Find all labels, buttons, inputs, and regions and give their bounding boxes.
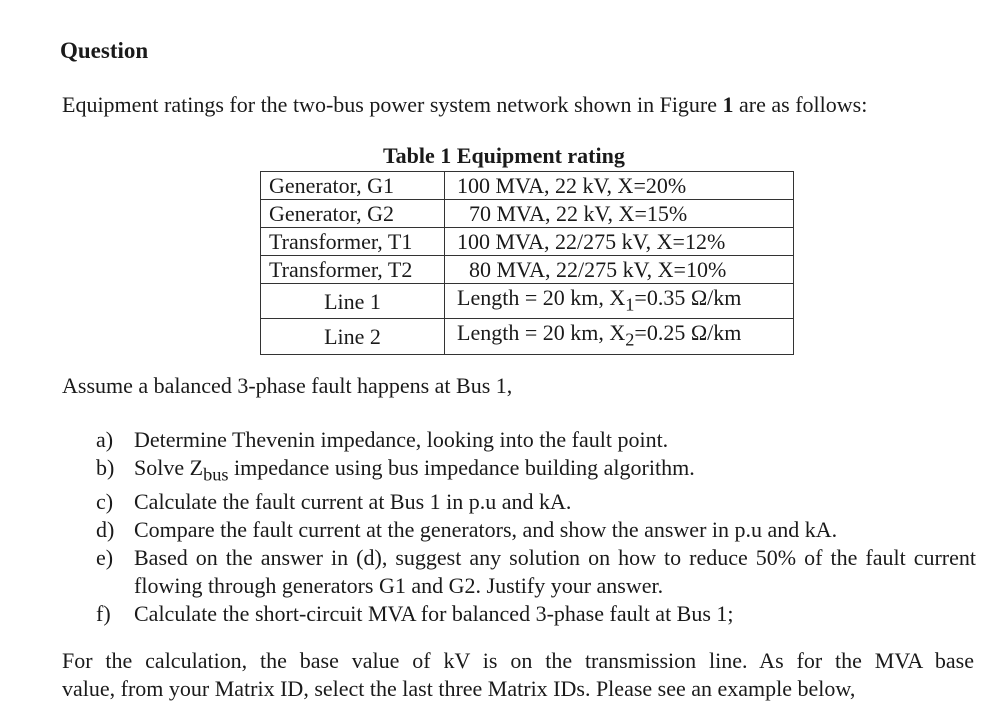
item-text: Based on the answer in (d), suggest any solution on how to reduce 50% of the fault current flowing through generators G1 and G2. Justify your answer. <box>134 545 976 599</box>
table-row <box>261 200 794 228</box>
rating-text: Length = 20 km, X <box>457 285 626 310</box>
item-letter: e) <box>96 545 114 571</box>
item-letter: d) <box>96 517 115 543</box>
item-letter: a) <box>96 427 114 452</box>
item-text-pre: Solve Z <box>134 455 204 480</box>
item-text <box>134 454 976 488</box>
rating-text: Length = 20 km, X <box>457 320 626 346</box>
item-text: Calculate the short-circuit MVA for balanced 3-phase fault at Bus 1; <box>134 601 734 627</box>
table-row <box>261 284 794 319</box>
list-item <box>96 516 976 544</box>
item-text-post: impedance using bus impedance building algorithm. <box>228 455 695 480</box>
figure-number: 1 <box>722 92 734 117</box>
subscript: 2 <box>625 329 635 350</box>
table-caption: Table 1 Equipment rating <box>383 143 625 168</box>
item-text: Compare the fault current at the generators, and show the answer in p.u and kA. <box>134 517 838 543</box>
equipment-cell: Generator, G2 <box>261 200 445 228</box>
list-item <box>96 544 976 600</box>
rating-cell: 80 MVA, 22/275 kV, X=10% <box>445 256 794 284</box>
rating-cell: 100 MVA, 22 kV, X=20% <box>445 172 794 200</box>
question-heading: Question <box>60 38 149 63</box>
item-letter: c) <box>96 489 114 515</box>
table-row <box>261 256 794 284</box>
subscript: 1 <box>625 294 635 315</box>
subscript: bus <box>203 464 229 485</box>
equipment-rating-table <box>260 171 794 355</box>
item-text: Calculate the fault current at Bus 1 in p.u and kA. <box>134 489 572 515</box>
rating-cell <box>445 319 794 354</box>
equipment-cell: Line 1 <box>261 284 445 319</box>
table-row <box>261 172 794 200</box>
item-letter: b) <box>96 455 115 480</box>
table-row <box>261 228 794 256</box>
equipment-cell: Line 2 <box>261 319 445 354</box>
item-letter: f) <box>96 601 111 627</box>
intro-paragraph <box>62 92 867 118</box>
equipment-cell: Transformer, T1 <box>261 228 445 256</box>
item-text: Determine Thevenin impedance, looking into the fault point. <box>134 427 669 452</box>
equipment-cell: Transformer, T2 <box>261 256 445 284</box>
rating-text-end: =0.35 Ω/km <box>634 285 742 310</box>
rating-cell: 70 MVA, 22 kV, X=15% <box>445 200 794 228</box>
rating-cell: 100 MVA, 22/275 kV, X=12% <box>445 228 794 256</box>
list-item <box>96 488 976 516</box>
list-item <box>96 426 976 454</box>
footer-line: value, from your Matrix ID, select the last three Matrix IDs. Please see an example below, <box>62 676 856 701</box>
question-list <box>96 426 976 628</box>
table-row <box>261 319 794 354</box>
equipment-cell: Generator, G1 <box>261 172 445 200</box>
list-item <box>96 454 976 488</box>
footer-line: For the calculation, the base value of kV is on the transmission line. As for the MVA base <box>62 648 974 673</box>
intro-text-end: are as follows: <box>733 92 868 117</box>
assumption-text: Assume a balanced 3-phase fault happens at Bus 1, <box>62 373 513 398</box>
rating-cell <box>445 284 794 319</box>
rating-text-end: =0.25 Ω/km <box>634 320 742 346</box>
list-item <box>96 600 976 628</box>
footer-paragraph <box>62 647 974 703</box>
intro-text: Equipment ratings for the two-bus power system network shown in Figure <box>62 92 723 117</box>
